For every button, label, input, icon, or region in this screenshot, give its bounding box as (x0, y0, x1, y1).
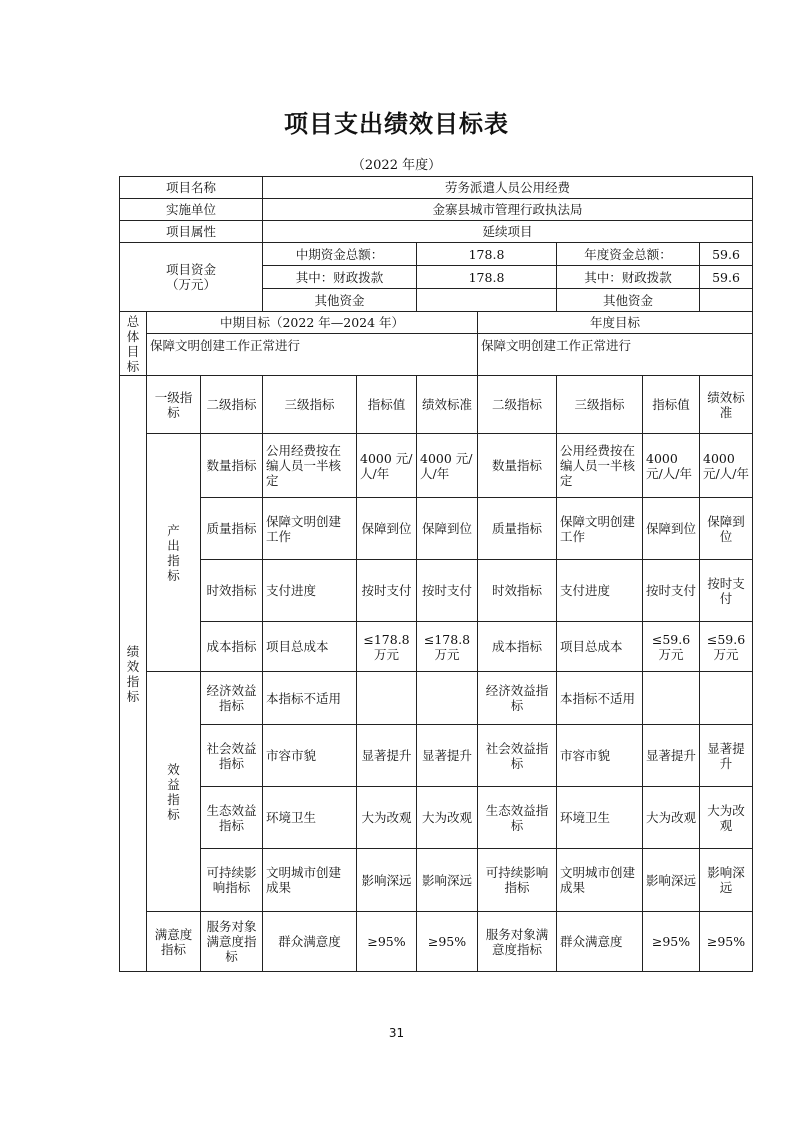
value-cell: ≥95% (357, 912, 417, 972)
level3-cell: 环境卫生 (263, 787, 357, 849)
col-level1: 一级指标 (147, 376, 201, 434)
level2-cell: 可持续影响指标 (201, 849, 263, 912)
standard-cell (417, 672, 478, 725)
year-fiscal-value: 59.6 (700, 266, 753, 289)
level3-cell: 本指标不适用 (263, 672, 357, 725)
level3-cell: 文明城市创建成果 (263, 849, 357, 912)
value-cell-year: 保障到位 (643, 498, 700, 560)
standard-cell-year: 大为改观 (700, 787, 753, 849)
level2-cell: 成本指标 (201, 622, 263, 672)
project-name-value: 劳务派遣人员公用经费 (263, 177, 753, 199)
mid-goal-header: 中期目标（2022 年—2024 年） (147, 312, 478, 334)
implementing-unit-label: 实施单位 (120, 199, 263, 221)
standard-cell-year: ≥95% (700, 912, 753, 972)
project-name-label: 项目名称 (120, 177, 263, 199)
level3-cell: 保障文明创建工作 (263, 498, 357, 560)
level2-cell: 经济效益指标 (201, 672, 263, 725)
level2-cell: 数量指标 (201, 434, 263, 498)
level2-cell-year: 经济效益指标 (478, 672, 557, 725)
level3-cell-year: 环境卫生 (557, 787, 643, 849)
mid-fiscal-label: 其中：财政拨款 (263, 266, 417, 289)
standard-cell-year: 4000 元/人/年 (700, 434, 753, 498)
standard-cell: ≤178.8 万元 (417, 622, 478, 672)
document-title: 项目支出绩效目标表 (284, 110, 509, 138)
standard-cell: 4000 元/人/年 (417, 434, 478, 498)
table-row (120, 498, 753, 560)
implementing-unit-row (120, 199, 753, 221)
level2-cell-year: 时效指标 (478, 560, 557, 622)
col-level2: 二级指标 (201, 376, 263, 434)
implementing-unit-value: 金寨县城市管理行政执法局 (263, 199, 753, 221)
level3-cell: 公用经费按在编人员一半核定 (263, 434, 357, 498)
level3-cell-year: 文明城市创建成果 (557, 849, 643, 912)
standard-cell: 按时支付 (417, 560, 478, 622)
indicators-header-row (120, 376, 753, 434)
satisfaction-indicators-label: 满意度指标 (147, 912, 201, 972)
level2-cell-year: 服务对象满意度指标 (478, 912, 557, 972)
table-row (120, 725, 753, 787)
table-row (120, 787, 753, 849)
mid-goal-text: 保障文明创建工作正常进行 (147, 334, 478, 376)
col-standard: 绩效标准 (417, 376, 478, 434)
overall-goals-label: 总体目标 (120, 312, 147, 376)
value-cell-year: ≤59.6 万元 (643, 622, 700, 672)
value-cell-year: 4000 元/人/年 (643, 434, 700, 498)
project-attribute-row (120, 221, 753, 243)
table-row (120, 434, 753, 498)
level3-cell: 群众满意度 (263, 912, 357, 972)
value-cell-year: 大为改观 (643, 787, 700, 849)
level2-cell: 质量指标 (201, 498, 263, 560)
level3-cell-year: 保障文明创建工作 (557, 498, 643, 560)
value-cell: 4000 元/人/年 (357, 434, 417, 498)
level2-cell: 服务对象满意度指标 (201, 912, 263, 972)
mid-other-label: 其他资金 (263, 289, 417, 312)
project-name-row (120, 177, 753, 199)
col-level3-year: 三级指标 (557, 376, 643, 434)
col-standard-year: 绩效标准 (700, 376, 753, 434)
level3-cell-year: 公用经费按在编人员一半核定 (557, 434, 643, 498)
col-value: 指标值 (357, 376, 417, 434)
performance-indicators-label: 绩效指标 (120, 376, 147, 972)
goals-header-row (120, 312, 753, 334)
project-attribute-value: 延续项目 (263, 221, 753, 243)
standard-cell-year: 保障到位 (700, 498, 753, 560)
col-value-year: 指标值 (643, 376, 700, 434)
year-goal-header: 年度目标 (478, 312, 753, 334)
level2-cell-year: 生态效益指标 (478, 787, 557, 849)
page-number: 31 (388, 1026, 405, 1040)
level2-cell-year: 可持续影响指标 (478, 849, 557, 912)
funds-label-text: 项目资金 (166, 262, 217, 277)
year-fiscal-label: 其中：财政拨款 (557, 266, 700, 289)
table-row (120, 622, 753, 672)
value-cell-year: ≥95% (643, 912, 700, 972)
value-cell: 保障到位 (357, 498, 417, 560)
standard-cell-year: ≤59.6 万元 (700, 622, 753, 672)
standard-cell: 显著提升 (417, 725, 478, 787)
value-cell-year (643, 672, 700, 725)
standard-cell: 大为改观 (417, 787, 478, 849)
level3-cell-year: 本指标不适用 (557, 672, 643, 725)
funds-label-unit: （万元） (166, 277, 217, 292)
standard-cell: 保障到位 (417, 498, 478, 560)
goals-text-row (120, 334, 753, 376)
table-row (120, 849, 753, 912)
year-other-value (700, 289, 753, 312)
value-cell-year: 显著提升 (643, 725, 700, 787)
mid-fiscal-value: 178.8 (417, 266, 557, 289)
year-total-value: 59.6 (700, 243, 753, 266)
table-row (120, 560, 753, 622)
standard-cell: 影响深远 (417, 849, 478, 912)
standard-cell: ≥95% (417, 912, 478, 972)
level2-cell: 生态效益指标 (201, 787, 263, 849)
col-level2-year: 二级指标 (478, 376, 557, 434)
level3-cell: 项目总成本 (263, 622, 357, 672)
level3-cell: 支付进度 (263, 560, 357, 622)
level3-cell-year: 项目总成本 (557, 622, 643, 672)
level2-cell: 时效指标 (201, 560, 263, 622)
funds-row-total (120, 243, 753, 266)
standard-cell-year: 显著提升 (700, 725, 753, 787)
level3-cell-year: 市容市貌 (557, 725, 643, 787)
table-row (120, 672, 753, 725)
value-cell: 按时支付 (357, 560, 417, 622)
value-cell: 大为改观 (357, 787, 417, 849)
mid-other-value (417, 289, 557, 312)
project-attribute-label: 项目属性 (120, 221, 263, 243)
level2-cell-year: 质量指标 (478, 498, 557, 560)
performance-target-table (119, 176, 753, 972)
table-row (120, 912, 753, 972)
level2-cell: 社会效益指标 (201, 725, 263, 787)
standard-cell-year (700, 672, 753, 725)
benefit-indicators-label: 效益指标 (147, 672, 201, 912)
value-cell: 影响深远 (357, 849, 417, 912)
value-cell: ≤178.8 万元 (357, 622, 417, 672)
col-level3: 三级指标 (263, 376, 357, 434)
level2-cell-year: 社会效益指标 (478, 725, 557, 787)
document-year: （2022 年度） (351, 158, 442, 173)
standard-cell-year: 按时支付 (700, 560, 753, 622)
value-cell: 显著提升 (357, 725, 417, 787)
level2-cell-year: 成本指标 (478, 622, 557, 672)
value-cell-year: 影响深远 (643, 849, 700, 912)
level3-cell-year: 群众满意度 (557, 912, 643, 972)
level3-cell-year: 支付进度 (557, 560, 643, 622)
value-cell-year: 按时支付 (643, 560, 700, 622)
level3-cell: 市容市貌 (263, 725, 357, 787)
standard-cell-year: 影响深远 (700, 849, 753, 912)
funds-label (120, 243, 263, 312)
mid-total-label: 中期资金总额： (263, 243, 417, 266)
level2-cell-year: 数量指标 (478, 434, 557, 498)
mid-total-value: 178.8 (417, 243, 557, 266)
value-cell (357, 672, 417, 725)
year-other-label: 其他资金 (557, 289, 700, 312)
output-indicators-label: 产出指标 (147, 434, 201, 672)
year-total-label: 年度资金总额： (557, 243, 700, 266)
year-goal-text: 保障文明创建工作正常进行 (478, 334, 753, 376)
